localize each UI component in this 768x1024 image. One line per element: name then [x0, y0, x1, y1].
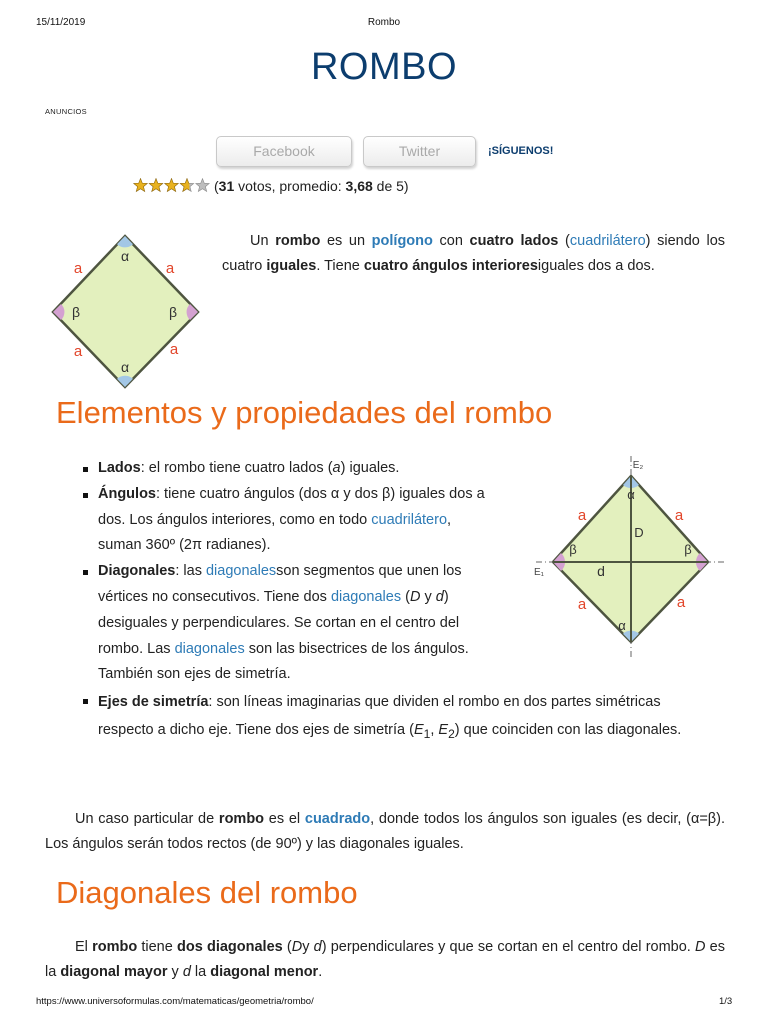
rating-stars[interactable] [133, 178, 211, 193]
alpha-label: α [627, 487, 635, 502]
page-title: ROMBO [310, 46, 458, 88]
print-date: 15/11/2019 [36, 17, 86, 28]
star-filled-icon [165, 179, 178, 192]
side-label: a [577, 507, 587, 524]
beta-label: β [168, 304, 178, 320]
list-item: Diagonales: las diagonalesson segmentos que unen los vértices no consecutivos. Tiene dos diagonales (D y d) desiguales y perpendiculares. Se cortan en el centro del rombo. Las diagonales son las bisectrices de los ángulos. También son ejes de simetría. [80, 559, 495, 688]
cuadrilatero-link[interactable]: cuadrilátero [569, 233, 646, 249]
properties-list [80, 456, 682, 748]
minor-diagonal-label: d [597, 563, 605, 579]
beta-label: β [684, 542, 692, 557]
major-diagonal-label: D [634, 525, 644, 540]
follow-link[interactable]: ¡SÍGUENOS! [488, 145, 554, 157]
beta-label: β [71, 304, 81, 320]
alpha-label: α [120, 359, 130, 375]
rhombus-diagonals-figure [528, 452, 728, 664]
vote-average: 3,68 [345, 178, 373, 194]
rating: (31 votos, promedio: 3,68 de 5) [133, 178, 409, 194]
side-label: a [674, 507, 684, 524]
star-filled-icon [134, 179, 147, 192]
list-item: Ángulos: tiene cuatro ángulos (dos α y dos β) iguales dos a dos. Los ángulos interiores, como en todo cuadrilátero, suman 360º (2π radianes). [80, 482, 495, 559]
facebook-button[interactable]: Facebook [216, 136, 352, 167]
diagonales-link[interactable]: diagonales [205, 563, 277, 580]
side-label: a [169, 341, 179, 358]
section-heading-elementos: Elementos y propiedades del rombo [56, 395, 553, 430]
side-label: a [73, 260, 83, 277]
ads-label: ANUNCIOS [45, 107, 87, 116]
diagonales-paragraph: El rombo tiene dos diagonales (Dy d) perpendiculares y que se cortan en el centro del rombo. D es la diagonal mayor y d la diagonal menor. [45, 939, 725, 980]
side-label: a [165, 260, 175, 277]
side-label: a [676, 594, 686, 611]
beta-label: β [569, 542, 577, 557]
side-label: a [73, 343, 83, 360]
vote-count: 31 [218, 178, 235, 194]
diagonales-link[interactable]: diagonales [174, 640, 245, 657]
poligono-link[interactable]: polígono [371, 233, 433, 249]
axis-e1-label: E₁ [533, 567, 545, 578]
cuadrado-paragraph: Un caso particular de rombo es el cuadrado, donde todos los ángulos son iguales (es decir, (α=β). Los ángulos serán todos rectos (de 90º) y las diagonales iguales. [45, 811, 726, 852]
axis-e2-label: E₂ [632, 460, 644, 471]
side-label: a [577, 596, 587, 613]
section-heading-diagonales: Diagonales del rombo [56, 875, 358, 910]
alpha-label: α [618, 618, 626, 633]
star-icon [196, 179, 209, 192]
list-item: Lados: el rombo tiene cuatro lados (a) iguales. [80, 456, 495, 482]
beta-angle-arc [187, 304, 198, 320]
page-number: 1/3 [719, 996, 733, 1007]
rhombus-figure [48, 232, 206, 394]
alpha-label: α [120, 248, 130, 264]
print-title: Rombo [367, 17, 401, 28]
twitter-button[interactable]: Twitter [363, 136, 476, 167]
page-url: https://www.universoformulas.com/matematicas/geometria/rombo/ [36, 996, 314, 1007]
list-item: Ejes de simetría: son líneas imaginarias que dividen el rombo en dos partes simétricas respecto a dicho eje. Tiene dos ejes de simetría ($E_1$, $E_2$) que coinciden con las diagonales. [80, 688, 708, 748]
beta-angle-arc [53, 304, 64, 320]
star-filled-icon [149, 179, 162, 192]
diagonales-link[interactable]: diagonales [330, 588, 402, 605]
cuadrado-link[interactable]: cuadrado [304, 811, 371, 827]
intro-paragraph: Un rombo es un polígono con cuatro lados (cuadrilátero) siendo los cuatro iguales. Tiene cuatro ángulos interioresiguales dos a dos. [222, 233, 726, 274]
cuadrilatero-link[interactable]: cuadrilátero [371, 511, 448, 528]
